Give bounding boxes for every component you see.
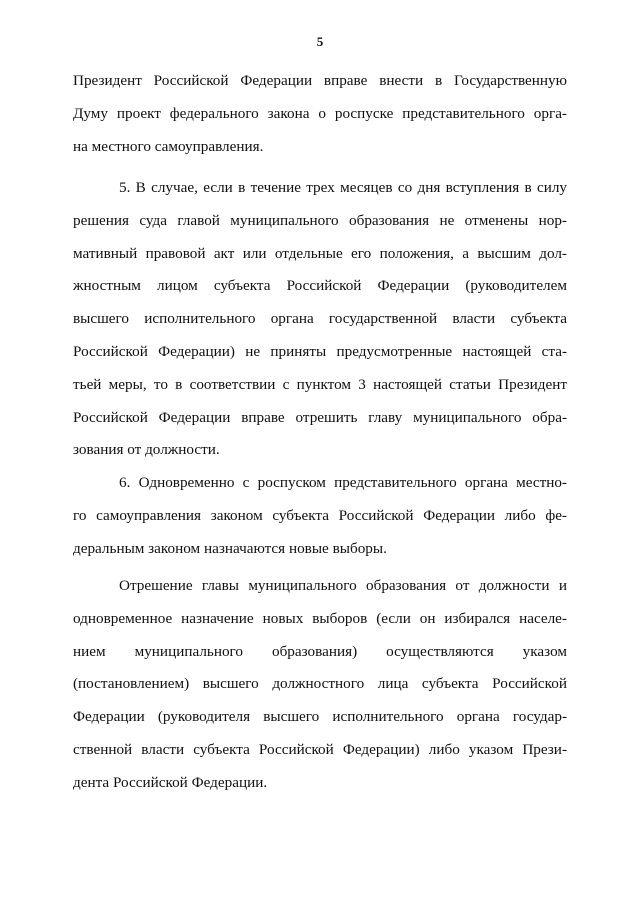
page-number: 5 xyxy=(316,34,324,49)
text-line: высшего исполнительного органа государственной власти субъекта xyxy=(73,310,567,328)
text-line: нием муниципального образования) осуществляются указом xyxy=(73,642,567,660)
text-line: жностным лицом субъекта Российской Федерации (руководителем xyxy=(73,277,567,295)
text-line: (постановлением) высшего должностного лица субъекта Российской xyxy=(73,675,567,693)
paragraph-continuation xyxy=(73,65,567,163)
text-line: деральным законом назначаются новые выборы. xyxy=(73,539,387,557)
text-line: одновременное назначение новых выборов (если он избирался населе- xyxy=(73,609,567,627)
text-line: Отрешение главы муниципального образования от должности и xyxy=(119,577,567,594)
text-line: 5. В случае, если в течение трех месяцев со дня вступления в силу xyxy=(119,179,567,196)
text-line: Российской Федерации) не приняты предусмотренные настоящей ста- xyxy=(73,342,567,360)
text-line: зования от должности. xyxy=(73,441,220,459)
text-line: Президент Российской Федерации вправе внести в Государственную xyxy=(73,72,567,89)
text-line: 6. Одновременно с роспуском представительного органа местно- xyxy=(119,474,567,491)
text-line: решения суда главой муниципального образования не отменены нор- xyxy=(73,211,567,229)
text-line: го самоуправления законом субъекта Российской Федерации либо фе- xyxy=(73,506,567,524)
paragraph-item-6 xyxy=(73,467,567,565)
paragraph-item-5 xyxy=(73,172,567,467)
text-line: ственной власти субъекта Российской Федерации) либо указом Прези- xyxy=(73,740,567,758)
paragraph-dismissal xyxy=(73,570,567,800)
text-line: на местного самоуправления. xyxy=(73,137,264,155)
text-line: мативный правовой акт или отдельные его положения, а высшим дол- xyxy=(73,244,567,262)
text-line: тьей меры, то в соответствии с пунктом 3 настоящей статьи Президент xyxy=(73,375,567,393)
text-line: Думу проект федерального закона о роспуске представительного орга- xyxy=(73,104,567,122)
text-line: Федерации (руководителя высшего исполнительного органа государ- xyxy=(73,708,567,726)
text-line: Российской Федерации вправе отрешить главу муниципального обра- xyxy=(73,408,567,426)
text-line: дента Российской Федерации. xyxy=(73,773,268,791)
